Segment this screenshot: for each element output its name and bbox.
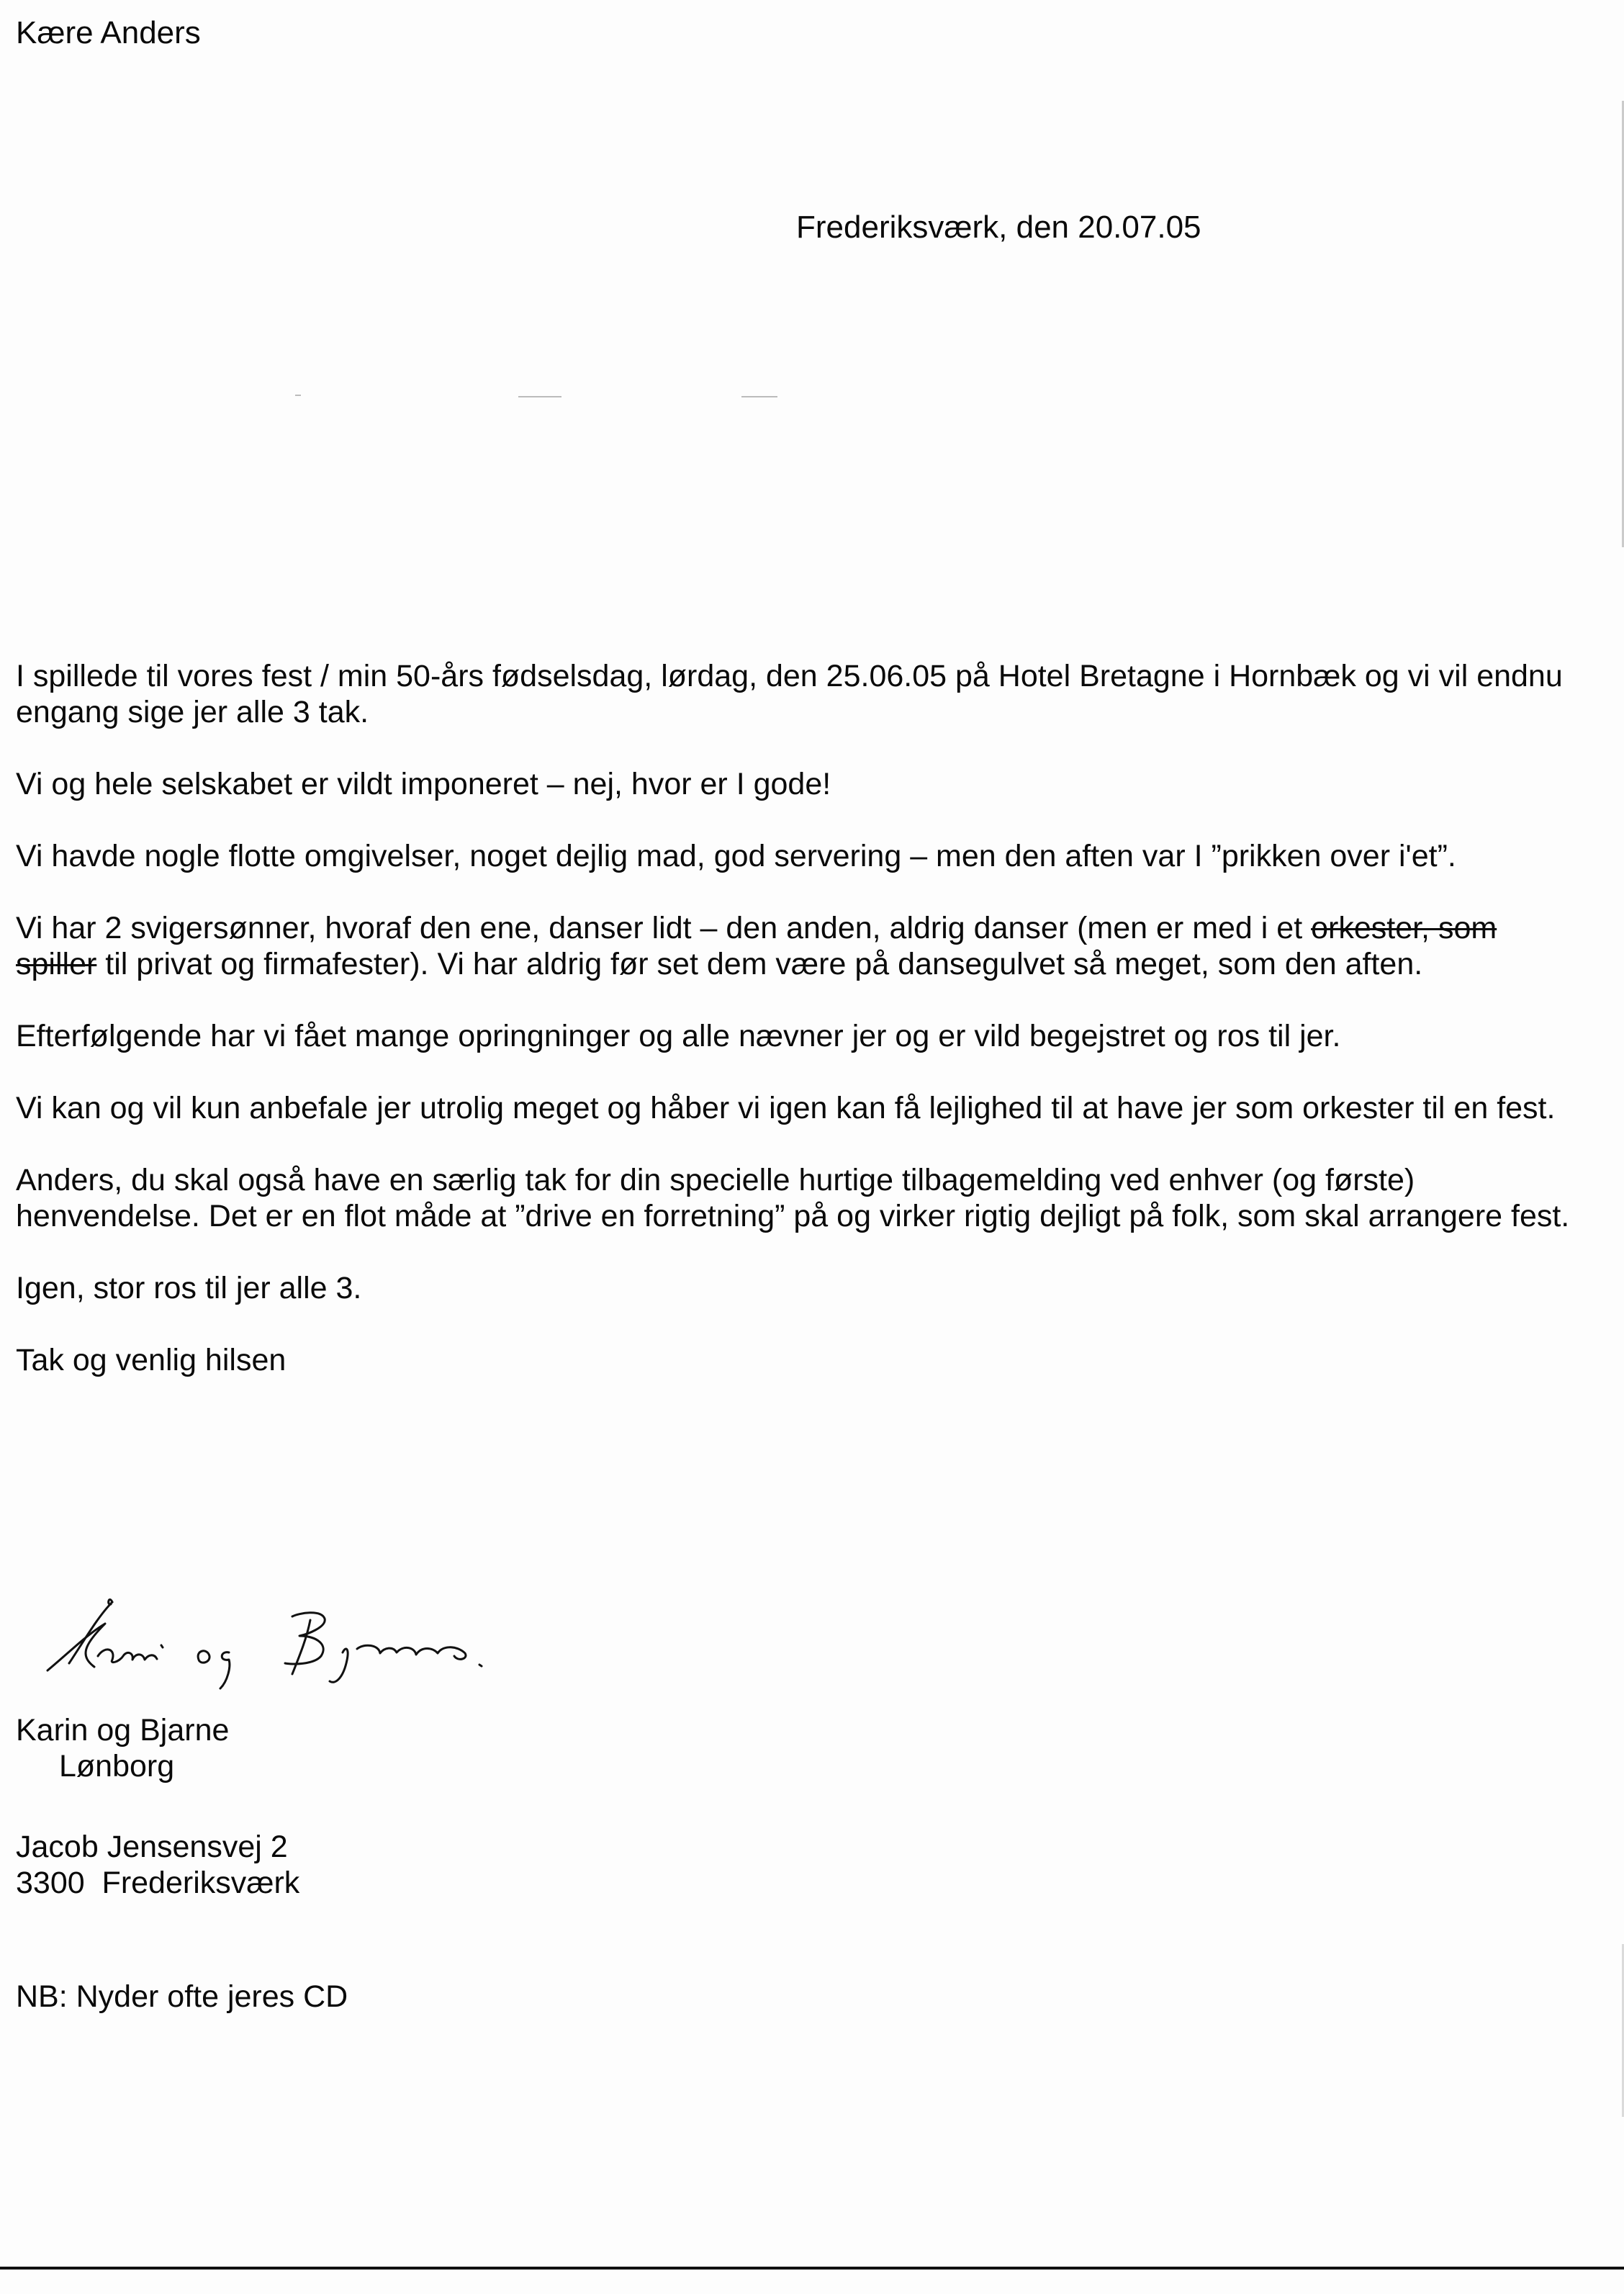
scan-bottom-edge xyxy=(0,2267,1624,2270)
paragraph: Igen, stor ros til jer alle 3. xyxy=(16,1271,362,1305)
paragraph: Vi kan og vil kun anbefale jer utrolig meget og håber vi igen kan få lejlighed til at have jer som orkester til en fest. xyxy=(16,1091,1556,1125)
closing: Tak og venlig hilsen xyxy=(16,1343,287,1377)
place-and-date: Frederiksværk, den 20.07.05 xyxy=(796,210,1201,245)
scan-artifact xyxy=(518,396,561,397)
paragraph: Vi og hele selskabet er vildt imponeret – nej, hvor er I gode! xyxy=(16,767,831,801)
paragraph-text: til privat og firmafester). Vi har aldrig før set dem være på dansegulvet så meget, som den aften. xyxy=(96,947,1423,981)
signature-text: Karin og Bjarne. xyxy=(40,1584,46,1585)
paragraph: I spillede til vores fest / min 50-års fødselsdag, lørdag, den 25.06.05 på Hotel Bretagne i Hornbæk og vi vil endnu engang sige jer alle 3 tak. xyxy=(16,659,1563,729)
paragraph xyxy=(16,910,1585,982)
paragraph: Anders, du skal også have en særlig tak for din specielle hurtige tilbagemelding ved enhver (og første) henvendelse. Det er en flot måde at ”drive en forretning” på og virker rigtig dejligt på folk, som skal arrangere fest. xyxy=(16,1163,1570,1233)
address-city: 3300 Frederiksværk xyxy=(16,1866,300,1900)
greeting: Kære Anders xyxy=(16,15,201,50)
address-street: Jacob Jensensvej 2 xyxy=(16,1830,288,1864)
struck-through-text: orkester, som spiller xyxy=(16,911,1497,981)
postscript: NB: Nyder ofte jeres CD xyxy=(16,1979,348,2014)
handwritten-signature xyxy=(40,1584,544,1692)
sender-surname: Lønborg xyxy=(59,1749,175,1784)
sender-name: Karin og Bjarne xyxy=(16,1713,230,1748)
letter-body xyxy=(16,658,1585,1414)
paragraph-text: Vi har 2 svigersønner, hvoraf den ene, danser lidt – den anden, aldrig danser (men er med i et xyxy=(16,911,1312,945)
paragraph: Vi havde nogle flotte omgivelser, noget dejlig mad, god servering – men den aften var I ”prikken over i'et”. xyxy=(16,839,1456,873)
sender-name-block xyxy=(16,1712,229,1784)
scan-artifact xyxy=(741,396,777,397)
paragraph: Efterfølgende har vi fået mange opringninger og alle nævner jer og er vild begejstret og ros til jer. xyxy=(16,1019,1341,1053)
scan-artifact xyxy=(295,395,301,396)
sender-address xyxy=(16,1829,299,1901)
